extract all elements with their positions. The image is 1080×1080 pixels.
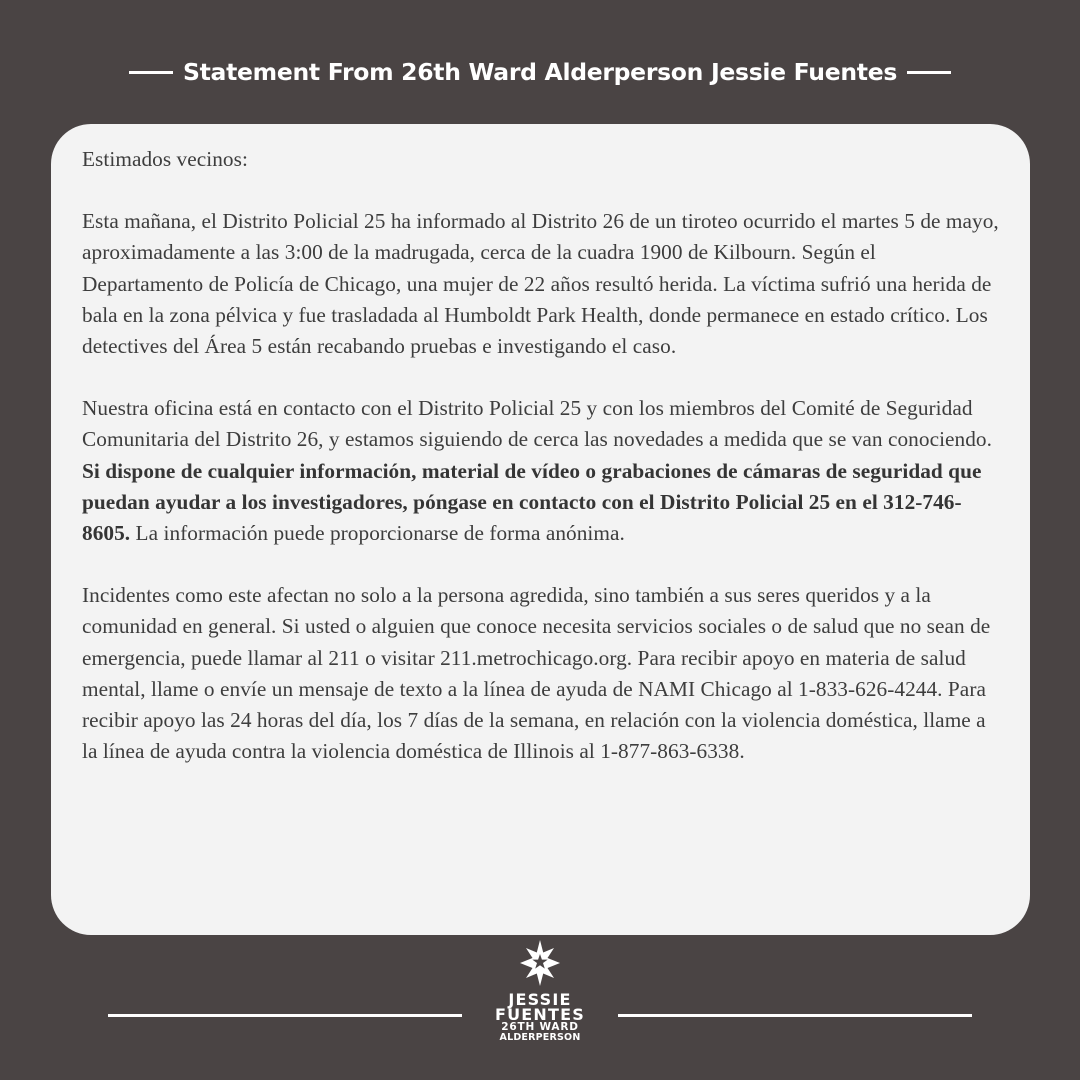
logo-ward: 26TH WARD [501, 1021, 579, 1033]
contact-request-bold: Si dispone de cualquier información, material de vídeo o grabaciones de cámaras de seguridad que puedan ayudar a los investigadores, póngase en contacto con el Distrito Policial 25 en el 312-746-8605. [82, 458, 982, 546]
footer-rule-left [108, 1014, 462, 1017]
statement-title: Statement From 26th Ward Alderperson Jessie Fuentes [182, 58, 898, 86]
footer-rule-right [618, 1014, 972, 1017]
chicago-star-icon [517, 940, 563, 986]
anonymous-note-text: La información puede proporcionarse de forma anónima. [135, 521, 625, 546]
letter-paragraph-resources: Incidentes como este afectan no solo a la persona agredida, sino también a sus seres queridos y a la comunidad en general. Si usted o alguien que conoce necesita servicios sociales o de salud que no sean de emergencia, puede llamar al 211 o visitar 211.metrochicago.org. Para recibir apoyo en materia de salud mental, llame o envíe un mensaje de texto a la línea de ayuda de NAMI Chicago al 1-833-626-4244. Para recibir apoyo las 24 horas del día, los 7 días de la semana, en relación con la violencia doméstica, llame a la línea de ayuda contra la violencia doméstica de Illinois al 1-877-863-6338. [82, 583, 991, 764]
statement-header [0, 58, 1080, 86]
header-rule-right [907, 71, 951, 74]
contact-intro-text: Nuestra oficina está en contacto con el Distrito Policial 25 y con los miembros del Comité de Seguridad Comunitaria del Distrito 26, y estamos siguiendo de cerca las novedades a medida que se van conociendo. [82, 396, 993, 452]
logo-first-name: JESSIE [508, 990, 572, 1009]
letter-card [51, 124, 1030, 935]
logo-role: ALDERPERSON [499, 1032, 581, 1043]
alderperson-logo [470, 940, 610, 1043]
letter-greeting: Estimados vecinos: [82, 147, 248, 171]
logo-last-name: FUENTES [494, 1005, 585, 1024]
header-rule-left [129, 71, 173, 74]
letter-paragraph-contact [82, 393, 1002, 549]
letter-paragraph-incident: Esta mañana, el Distrito Policial 25 ha informado al Distrito 26 de un tiroteo ocurrido el martes 5 de mayo, aproximadamente a las 3:00 de la madrugada, cerca de la cuadra 1900 de Kilbourn. Según el Departamento de Policía de Chicago, una mujer de 22 años resultó herida. La víctima sufrió una herida de bala en la zona pélvica y fue trasladada al Humboldt Park Health, donde permanece en estado crítico. Los detectives del Área 5 están recabando pruebas e investigando el caso. [82, 209, 999, 359]
